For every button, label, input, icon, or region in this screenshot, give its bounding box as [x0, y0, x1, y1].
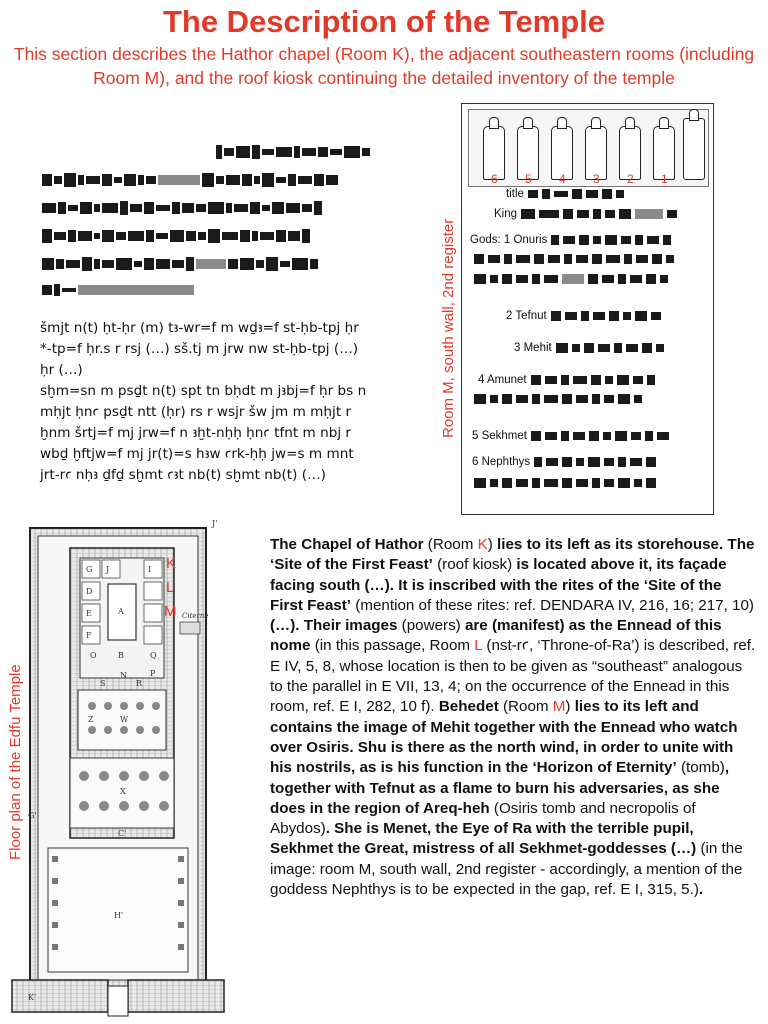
room-label: K	[166, 555, 177, 572]
plan-letter: E	[86, 609, 92, 618]
plan-letter: G	[86, 565, 93, 574]
plan-letter: K'	[28, 993, 37, 1002]
relief-panel	[461, 103, 714, 515]
plan-letter: S	[100, 679, 106, 688]
transliteration-line: ḥr (…)	[40, 362, 83, 378]
body-text: The Chapel of Hathor	[270, 536, 424, 553]
body-text: (tomb)	[676, 759, 725, 777]
panel-row	[478, 374, 655, 386]
figure-number: 5	[525, 172, 532, 186]
panel-row	[514, 342, 664, 354]
hieroglyph-row	[42, 282, 194, 298]
floor-plan	[8, 518, 240, 1020]
hieroglyph-row	[42, 256, 318, 272]
body-text: (in this passage, Room	[310, 637, 475, 655]
plan-letter: J'	[212, 519, 218, 528]
hieroglyph-row	[42, 172, 338, 188]
panel-row-label: King	[494, 208, 518, 220]
floor-plan-side-label: Floor plan of the Edfu Temple	[7, 664, 24, 860]
panel-row-label: 6 Nephthys	[472, 456, 531, 468]
room-label: M	[164, 603, 177, 620]
body-text: (…). Their images	[270, 617, 398, 635]
room-reference: L	[474, 637, 483, 655]
panel-row	[470, 234, 671, 246]
body-text: Behedet	[434, 698, 499, 716]
plan-letter: I	[148, 565, 152, 574]
hieroglyphic-text-block	[38, 142, 403, 300]
panel-row-label: 2 Tefnut	[506, 310, 547, 322]
plan-letter: C'	[118, 829, 127, 838]
body-text: is located above it, its façade facing south (…). It is inscribed with the rites of the ‘Site of the First Feast’	[270, 556, 727, 614]
panel-row-label: 4 Amunet	[478, 374, 527, 386]
body-paragraph	[270, 535, 758, 900]
page-subtitle: This section describes the Hathor chapel (Room K), the adjacent southeastern rooms (including Room M), and the roof kiosk continuing the detailed inventory of the temple	[13, 44, 755, 88]
plan-letter: H'	[114, 911, 124, 920]
plan-letter: P	[150, 669, 156, 678]
body-text: (mention of these rites: ref. DENDARA IV, 216, 16; 217, 10)	[351, 596, 754, 614]
room-reference: M	[552, 698, 566, 716]
transliteration-line: šmjt n(t) ḥt-ḥr (m) tꜣ-wr=f m wḏꜣ=f st-ḥb-tpj ḥr	[40, 320, 359, 336]
transliteration-line: wbḏ ḫftjw=f mj jr(t)=s hꜣw ꜥrk-ḥḥ jw=s m mnt	[40, 446, 354, 462]
body-text: (Room	[423, 536, 478, 553]
panel-row	[470, 274, 668, 284]
body-text: (Osiris tomb and necropolis of Abydos)	[270, 799, 696, 838]
transliteration-block	[40, 318, 410, 486]
body-text: (roof kiosk)	[432, 556, 517, 574]
panel-row	[494, 208, 677, 220]
body-text: (in the image: room M, south wall, 2nd register - accordingly, a mention of the goddess Nephthys is to be expected in the gap, ref. E I, 315, 5.)	[270, 840, 743, 899]
body-text: , together with Tefnut as a flame to burn his adversaries, as she does in the region of Areq-heh	[270, 759, 730, 817]
panel-row-label: Gods: 1 Onuris	[470, 234, 548, 246]
plan-letter: Citerne	[182, 612, 209, 620]
plan-letter: W	[120, 715, 129, 724]
page-title: The Description of the Temple	[162, 4, 606, 39]
figure-number: 1	[661, 172, 668, 186]
body-text: lies to its left as its storehouse. The ‘Site of the First Feast’	[270, 536, 755, 574]
panel-row-label: title	[506, 188, 524, 200]
hieroglyph-row	[42, 200, 322, 216]
plan-letter: Z	[88, 715, 94, 724]
plan-letter: R	[136, 679, 143, 688]
plan-letter: O	[90, 651, 97, 660]
body-text: )	[565, 698, 575, 716]
body-text: (powers)	[397, 617, 465, 635]
hieroglyph-row	[216, 144, 370, 160]
panel-row	[470, 394, 642, 404]
figure-number: 4	[559, 172, 566, 186]
figure-number: 2	[627, 172, 634, 186]
body-text: (nst-rꜥ, ‘Throne-of-Ra’) is described, ref. E IV, 5, 8, whose location is then to be given as “southeast” analogous to the parallel in E VII, 13, 4; on the occurrence of the Ennead in this room, ref. E I, 282, 10 f).	[270, 637, 756, 716]
plan-letter: A	[118, 607, 124, 616]
panel-row-label: 3 Mehit	[514, 342, 552, 354]
body-text: (Room	[498, 698, 553, 716]
room-reference: K	[477, 536, 488, 553]
panel-row	[470, 478, 656, 488]
transliteration-line: mḥjt ḥnꜥ psḏt ntt (ḥr) rs r wsjr šw jm m mḥjt r	[40, 404, 352, 420]
plan-letter: J	[106, 565, 110, 574]
panel-row	[506, 188, 624, 200]
relief-drawing	[468, 109, 709, 187]
plan-letter: B	[118, 651, 124, 660]
room-label: L	[166, 579, 175, 596]
body-text: .	[698, 881, 704, 899]
panel-side-label: Room M, south wall, 2nd register	[440, 218, 457, 438]
panel-row	[506, 310, 661, 322]
transliteration-line: jrt-rꜥ nḥꜣ ḏfḏ sḫmt ꜥꜣt nb(t) sḫmt nb(t) (…)	[40, 467, 326, 483]
body-text: . She is Menet, the Eye of Ra with the terrible pupil, Sekhmet the Great, mistress of all Sekhmet-goddesses (…)	[270, 820, 697, 858]
plan-letter: Q	[150, 651, 157, 660]
plan-letter: F	[86, 631, 92, 640]
body-text: lies to its left and contains the image of Mehit together with the Ennead who watch over Osiris. Shu is there as the north wind, in order to unite with his nostrils, as is his function in the ‘Horizon of Eternity’	[270, 698, 738, 777]
transliteration-line: sḫm=sn m psḏt n(t) spt tn bḥdt m jꜣbj=f ḥr bs n	[40, 383, 367, 399]
plan-letter: N	[120, 671, 127, 680]
panel-row	[470, 254, 674, 264]
plan-letter: G'	[28, 811, 37, 820]
panel-row-label: 5 Sekhmet	[472, 430, 527, 442]
plan-letter: D	[86, 587, 93, 596]
panel-row	[472, 430, 669, 442]
figure-number: 3	[593, 172, 600, 186]
king-figure	[683, 118, 705, 180]
plan-letter: X	[120, 787, 126, 796]
figure-number: 6	[491, 172, 498, 186]
transliteration-line: ḫnm šrtj=f mj jrw=f n ꜣḫt-nḥḥ ḥnꜥ tfnt m nbj r	[40, 425, 352, 441]
panel-row	[472, 456, 656, 468]
hieroglyph-row	[42, 228, 310, 244]
body-text: )	[487, 536, 498, 553]
body-text: are (manifest) as the Ennead of this nome	[270, 617, 722, 655]
transliteration-line: *-tp=f ḥr.s r rsj (…) sš.tj m jrw nw st-ḥb-tpj (…)	[40, 341, 359, 357]
